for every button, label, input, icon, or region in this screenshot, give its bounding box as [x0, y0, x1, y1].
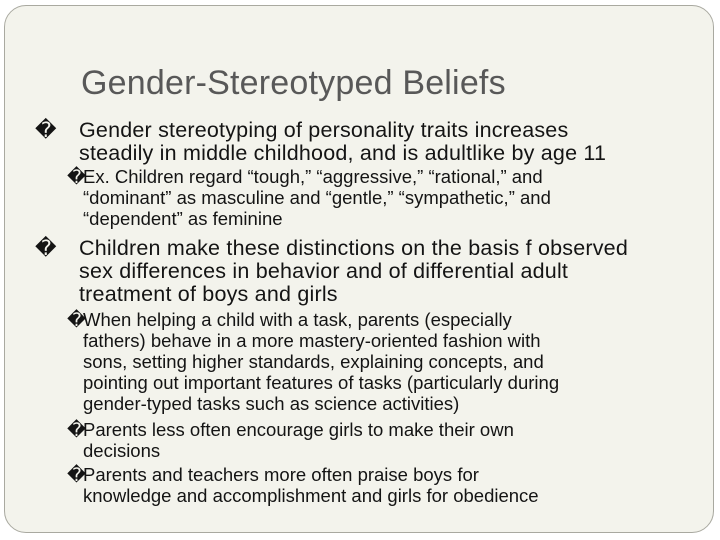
slide	[4, 5, 714, 533]
slide-title: Gender-Stereotyped Beliefs	[81, 64, 506, 102]
bullet-2	[35, 237, 695, 306]
text-line: steadily in middle childhood, and is adultlike by age 11	[79, 141, 607, 165]
text-line: decisions	[83, 440, 161, 461]
bullet-2-text	[35, 237, 695, 306]
text-line: pointing out important features of tasks (particularly during	[83, 372, 560, 393]
sub-bullet-2-1	[67, 309, 697, 414]
text-line: Gender stereotyping of personality traits increases	[79, 118, 569, 142]
text-line: knowledge and accomplishment and girls for obedience	[83, 485, 539, 506]
sub-bullet-2-3-text	[67, 464, 697, 506]
sub-bullet-glyph: �	[67, 464, 86, 485]
bullet-1-text	[35, 119, 695, 165]
text-line: When helping a child with a task, parents (especially	[83, 309, 512, 330]
text-line: Parents less often encourage girls to make their own	[83, 419, 514, 440]
text-line: Parents and teachers more often praise boys for	[83, 464, 479, 485]
text-line: treatment of boys and girls	[79, 282, 338, 306]
bullet-glyph: �	[35, 237, 57, 260]
sub-bullet-glyph: �	[67, 419, 86, 440]
text-line: fathers) behave in a more mastery-oriented fashion with	[83, 330, 541, 351]
sub-bullet-1-1-text	[67, 166, 697, 229]
bullet-1	[35, 119, 695, 165]
text-line: Children make these distinctions on the basis f observed	[79, 236, 628, 260]
sub-bullet-1-1	[67, 166, 697, 229]
sub-bullet-2-2-text	[67, 419, 697, 461]
text-line: “dependent” as feminine	[83, 208, 283, 229]
sub-bullet-2-1-text	[67, 309, 697, 414]
text-line: sex differences in behavior and of differential adult	[79, 259, 569, 283]
text-line: gender-typed tasks such as science activities)	[83, 393, 460, 414]
sub-bullet-glyph: �	[67, 166, 86, 187]
bullet-glyph: �	[35, 119, 57, 142]
sub-bullet-2-2	[67, 419, 697, 461]
text-line: “dominant” as masculine and “gentle,” “sympathetic,” and	[83, 187, 551, 208]
text-line: Ex. Children regard “tough,” “aggressive,” “rational,” and	[83, 166, 543, 187]
text-line: sons, setting higher standards, explaining concepts, and	[83, 351, 544, 372]
sub-bullet-glyph: �	[67, 309, 86, 330]
sub-bullet-2-3	[67, 464, 697, 506]
